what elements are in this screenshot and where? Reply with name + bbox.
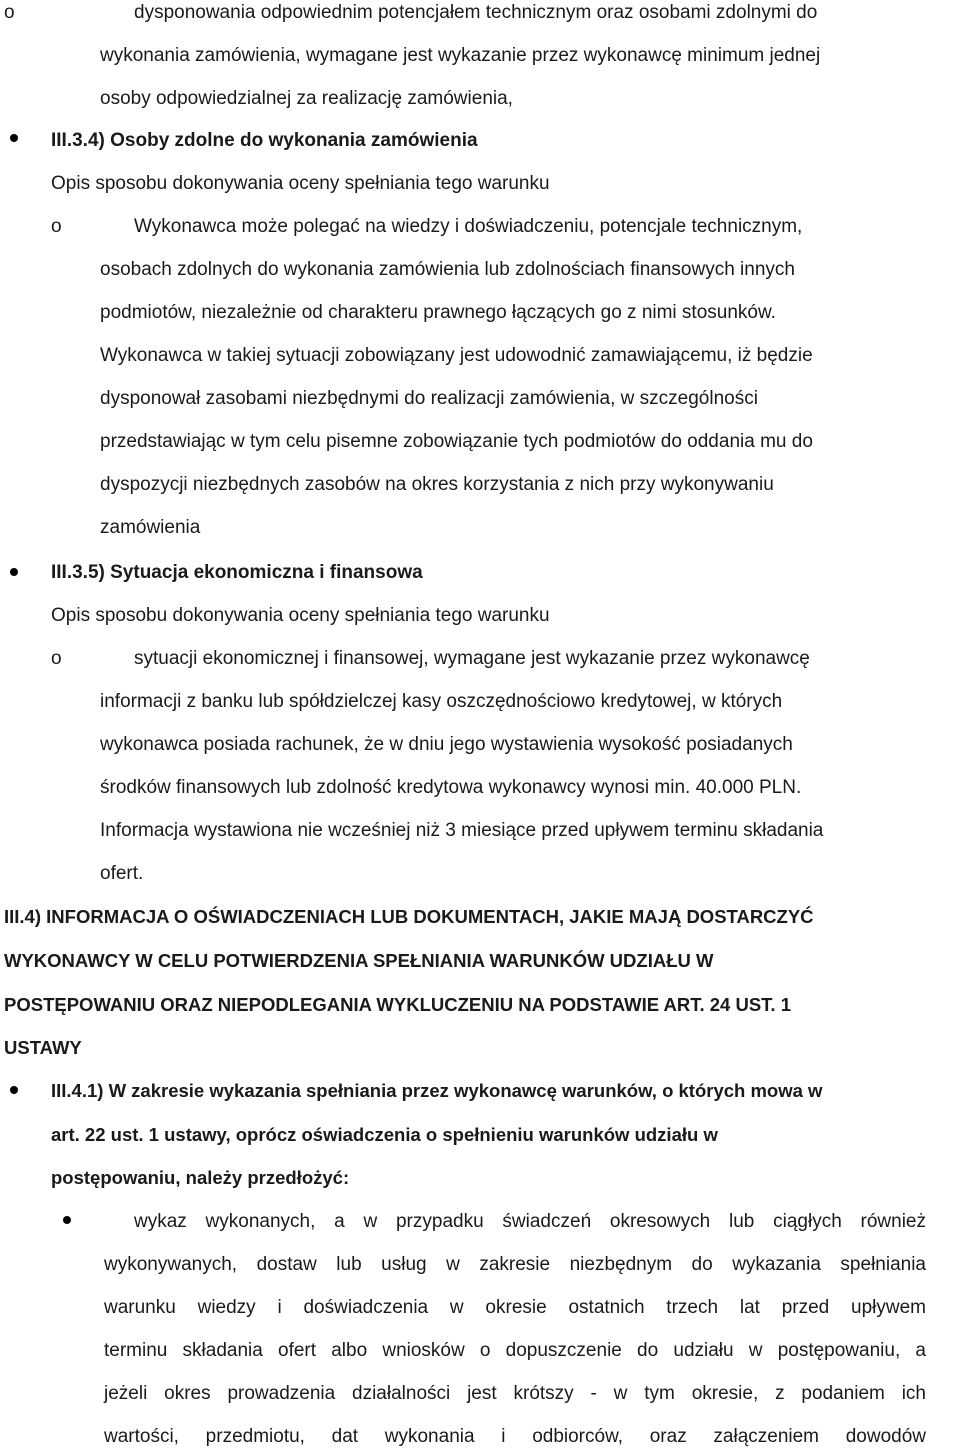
- paragraph-line: środków finansowych lub zdolność kredytowa wykonawcy wynosi min. 40.000 PLN.: [100, 777, 802, 798]
- list-item-line: terminu składania ofert albo wniosków o dopuszczenie do udziału w postępowaniu, a: [104, 1340, 926, 1361]
- section-heading-line: III.4.1) W zakresie wykazania spełniania przez wykonawcę warunków, o których mowa w: [51, 1080, 823, 1101]
- list-item-line: wykonywanych, dostaw lub usług w zakresie niezbędnym do wykazania spełniania: [104, 1254, 926, 1275]
- paragraph-line: sytuacji ekonomicznej i finansowej, wymagane jest wykazanie przez wykonawcę: [134, 648, 810, 669]
- section-heading-line: III.4) INFORMACJA O OŚWIADCZENIACH LUB DOKUMENTACH, JAKIE MAJĄ DOSTARCZYĆ: [4, 906, 814, 927]
- paragraph-line: Wykonawca w takiej sytuacji zobowiązany jest udowodnić zamawiającemu, iż będzie: [100, 345, 813, 366]
- sub-bullet-marker: o: [51, 648, 62, 669]
- list-item-line: jeżeli okres prowadzenia działalności jest krótszy - w tym okresie, z podaniem ich: [104, 1383, 926, 1404]
- paragraph-line: informacji z banku lub spółdzielczej kasy oszczędnościowo kredytowej, w których: [100, 691, 783, 712]
- section-heading: III.3.4) Osoby zdolne do wykonania zamówienia: [51, 130, 478, 151]
- bullet-icon: [10, 568, 18, 576]
- paragraph-line: osoby odpowiedzialnej za realizację zamówienia,: [100, 88, 513, 109]
- list-item-line: wartości, przedmiotu, dat wykonania i odbiorców, oraz załączeniem dowodów: [104, 1426, 926, 1447]
- section-subheading: Opis sposobu dokonywania oceny spełniania tego warunku: [51, 173, 550, 194]
- section-heading-line: WYKONAWCY W CELU POTWIERDZENIA SPEŁNIANIA WARUNKÓW UDZIAŁU W: [4, 950, 714, 971]
- section-heading-line: art. 22 ust. 1 ustawy, oprócz oświadczenia o spełnieniu warunków udziału w: [51, 1124, 718, 1145]
- paragraph-line: dyspozycji niezbędnych zasobów na okres korzystania z nich przy wykonywaniu: [100, 474, 774, 495]
- paragraph-line: osobach zdolnych do wykonania zamówienia lub zdolnościach finansowych innych: [100, 259, 795, 280]
- list-item-line: wykaz wykonanych, a w przypadku świadczeń okresowych lub ciągłych również: [134, 1211, 926, 1232]
- paragraph-line: przedstawiając w tym celu pisemne zobowiązanie tych podmiotów do oddania mu do: [100, 431, 813, 452]
- bullet-icon: [10, 1086, 18, 1094]
- paragraph-line: dysponował zasobami niezbędnymi do realizacji zamówienia, w szczególności: [100, 388, 758, 409]
- paragraph-line: wykonawca posiada rachunek, że w dniu jego wystawienia wysokość posiadanych: [100, 734, 793, 755]
- paragraph-line: ofert.: [100, 863, 144, 884]
- sub-bullet-marker: o: [51, 216, 62, 237]
- paragraph-line: zamówienia: [100, 517, 201, 538]
- paragraph-line: dysponowania odpowiednim potencjałem technicznym oraz osobami zdolnymi do: [134, 2, 818, 23]
- section-heading-line: USTAWY: [4, 1037, 82, 1058]
- sub-bullet-marker: o: [4, 2, 15, 23]
- section-subheading: Opis sposobu dokonywania oceny spełniania tego warunku: [51, 605, 550, 626]
- paragraph-line: wykonania zamówienia, wymagane jest wykazanie przez wykonawcę minimum jednej: [100, 45, 821, 66]
- section-heading-line: postępowaniu, należy przedłożyć:: [51, 1167, 350, 1188]
- section-heading-line: POSTĘPOWANIU ORAZ NIEPODLEGANIA WYKLUCZENIU NA PODSTAWIE ART. 24 UST. 1: [4, 994, 791, 1015]
- bullet-icon: [63, 1216, 71, 1224]
- paragraph-line: Wykonawca może polegać na wiedzy i doświadczeniu, potencjale technicznym,: [134, 216, 803, 237]
- bullet-icon: [10, 134, 18, 142]
- list-item-line: warunku wiedzy i doświadczenia w okresie ostatnich trzech lat przed upływem: [104, 1297, 926, 1318]
- paragraph-line: Informacja wystawiona nie wcześniej niż 3 miesiące przed upływem terminu składania: [100, 820, 824, 841]
- section-heading: III.3.5) Sytuacja ekonomiczna i finansowa: [51, 562, 423, 583]
- paragraph-line: podmiotów, niezależnie od charakteru prawnego łączących go z nimi stosunków.: [100, 302, 776, 323]
